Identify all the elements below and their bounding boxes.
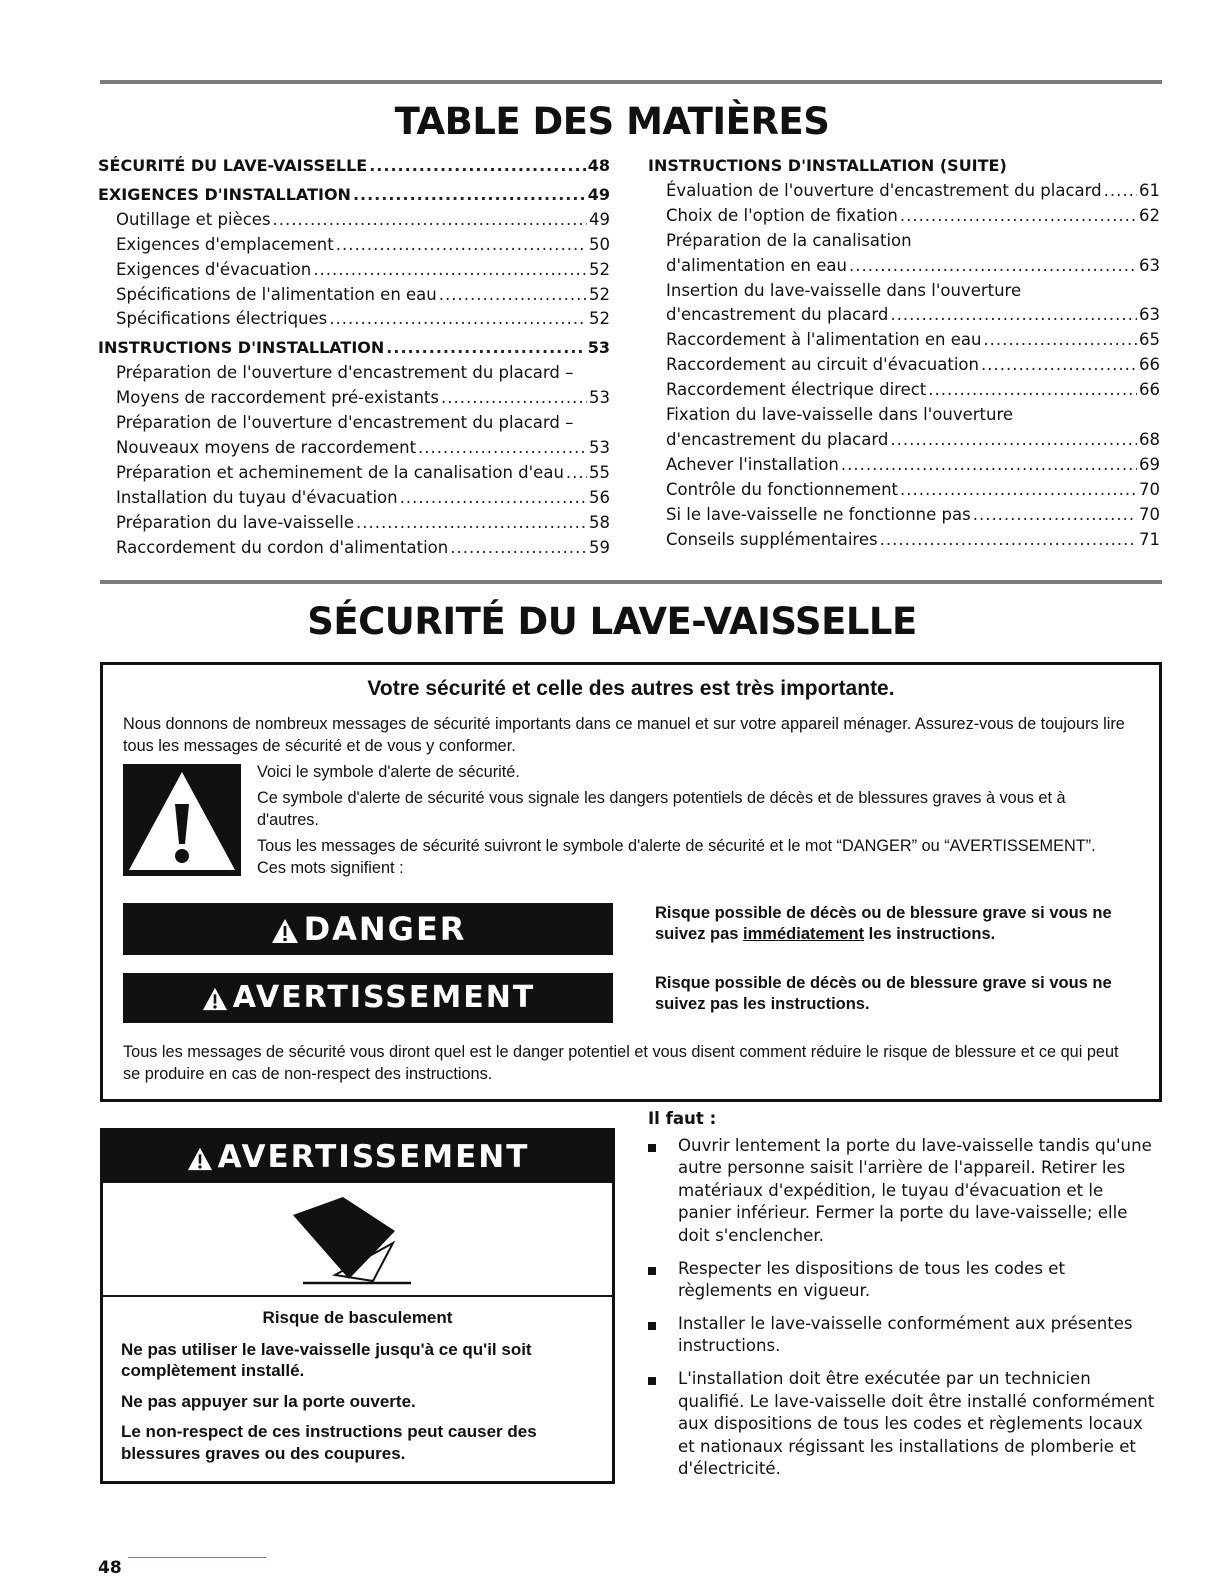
- warning-description: Risque possible de décès ou de blessure grave si vous ne suivez pas les instructions.: [655, 974, 1112, 1013]
- toc-entry-title: Exigences d'emplacement: [116, 234, 334, 254]
- toc-entry: [98, 307, 610, 332]
- toc-left-column: [98, 154, 610, 561]
- toc-entry: [98, 208, 610, 233]
- toc-entry-title: Spécifications électriques: [116, 309, 328, 329]
- toc-entry-title: Préparation de l'ouverture d'encastrement du placard –: [116, 413, 574, 433]
- toc-entry-page: 50: [589, 234, 610, 254]
- toc-leader: [880, 528, 1137, 553]
- tip-over-warning-box: [100, 1128, 615, 1484]
- toc-leader: [973, 503, 1137, 528]
- list-item: [648, 1258, 1160, 1303]
- toc-entry: [98, 233, 610, 258]
- toc-entry-title: Si le lave-vaisselle ne fonctionne pas: [666, 504, 971, 524]
- toc-entry: [98, 536, 610, 561]
- tip-line-3: Le non-respect de ces instructions peut causer des blessures graves ou des coupures.: [121, 1422, 537, 1463]
- toc-entry-title: Nouveaux moyens de raccordement: [116, 437, 417, 457]
- toc-entry-page: 69: [1139, 454, 1160, 474]
- toc-entry: [98, 386, 610, 411]
- toc-entry-page: 49: [589, 209, 610, 229]
- toc-entry-page: 56: [589, 487, 610, 507]
- toc-entry-title: Préparation de la canalisation: [666, 230, 912, 250]
- toc-entry: [98, 486, 610, 511]
- bullet-icon: [648, 1267, 656, 1275]
- safety-footer: Tous les messages de sécurité vous diront quel est le danger potentiel et vous disent comment réduire le risque de blessure et ce qui peut se produire en cas de non-respect des instructions.: [123, 1043, 1119, 1083]
- toc-leader: [441, 386, 587, 411]
- toc-entry: [98, 258, 610, 283]
- toc-leader: [356, 511, 587, 536]
- toc-entry-page: 53: [589, 388, 610, 408]
- toc-entry: [648, 328, 1160, 353]
- toc-entry-page: 52: [589, 284, 610, 304]
- toc-leader: [386, 336, 585, 361]
- toc-entry-page: 65: [1139, 330, 1160, 350]
- toc-entry-title: Préparation du lave-vaisselle: [116, 512, 354, 532]
- alert-line-1: Voici le symbole d'alerte de sécurité.: [257, 763, 520, 781]
- alert-line-3: Tous les messages de sécurité suivront le symbole d'alerte de sécurité et le mot “DANGER” ou “AVERTISSEMENT”. Ces mots signifient :: [257, 837, 1096, 877]
- toc-entry: [98, 461, 610, 486]
- tip-over-pictogram: [103, 1183, 612, 1297]
- must-section: [648, 1108, 1160, 1491]
- toc-entry-page: 55: [589, 462, 610, 482]
- must-list: [648, 1135, 1160, 1481]
- toc-entry-title: Moyens de raccordement pré-existants: [116, 388, 439, 408]
- toc-entry-title: Raccordement du cordon d'alimentation: [116, 537, 449, 557]
- toc-entry: [648, 428, 1160, 453]
- alert-explanation: [257, 761, 1127, 883]
- toc-leader: [313, 258, 587, 283]
- toc-entry: [648, 403, 1160, 428]
- toc-entry-title: Outillage et pièces: [116, 209, 271, 229]
- toc-entry-page: 62: [1139, 205, 1160, 225]
- toc-entry-page: 70: [1139, 504, 1160, 524]
- list-item-text: L'installation doit être exécutée par un technicien qualifié. Le lave-vaisselle doit être installé conformément aux dispositions de tous les codes et règlements locaux et nationaux régissant les installations de plomberie et d'électricité.: [678, 1368, 1155, 1479]
- toc-entry-title: Choix de l'option de fixation: [666, 205, 898, 225]
- toc-entry: [648, 453, 1160, 478]
- tipping-dishwasher-icon: [103, 1183, 612, 1295]
- list-item: [648, 1135, 1160, 1248]
- toc-entry-page: 48: [587, 156, 610, 175]
- toc-entry-page: 49: [587, 184, 610, 204]
- bullet-icon: [648, 1144, 656, 1152]
- toc-entry: [648, 204, 1160, 229]
- toc-entry: [648, 378, 1160, 403]
- toc-entry-page: 68: [1139, 429, 1160, 449]
- toc-entry: [648, 353, 1160, 378]
- toc-leader: [336, 233, 587, 258]
- toc-leader: [849, 254, 1137, 279]
- toc-entry: [648, 478, 1160, 503]
- warning-triangle-icon: [123, 764, 241, 876]
- toc-leader: [928, 378, 1137, 403]
- toc-entry: [98, 511, 610, 536]
- toc-entry: [98, 283, 610, 308]
- tip-box-header-label: AVERTISSEMENT: [217, 1139, 530, 1175]
- toc-entry-page: 63: [1139, 255, 1160, 275]
- tip-box-header: [103, 1131, 612, 1183]
- toc-title: TABLE DES MATIÈRES: [394, 100, 830, 143]
- list-item-text: Installer le lave-vaisselle conformément aux présentes instructions.: [678, 1313, 1133, 1356]
- toc-entry-title: Préparation de l'ouverture d'encastrement du placard –: [116, 363, 574, 383]
- toc-entry-page: 59: [589, 537, 610, 557]
- tip-alert-icon: [186, 1146, 214, 1172]
- toc-entry-title: Spécifications de l'alimentation en eau: [116, 284, 437, 304]
- alert-line-2: Ce symbole d'alerte de sécurité vous signale les dangers potentiels de décès et de blessures graves à vous et à d'autres.: [257, 789, 1066, 829]
- safety-box: [100, 662, 1162, 1102]
- toc-entry: [648, 528, 1160, 553]
- toc-entry: [648, 503, 1160, 528]
- toc-entry-page: 53: [587, 338, 610, 358]
- toc-leader: [900, 204, 1137, 229]
- toc-entry: [98, 436, 610, 461]
- toc-leader: [566, 461, 587, 486]
- toc-entry-title: Contrôle du fonctionnement: [666, 479, 899, 499]
- toc-entry-page: 66: [1139, 380, 1160, 400]
- toc-entry-title: Évaluation de l'ouverture d'encastrement du placard: [666, 180, 1102, 200]
- toc-leader: [890, 303, 1137, 328]
- toc-leader: [890, 428, 1137, 453]
- warning-banner: [123, 973, 613, 1023]
- toc-leader: [400, 486, 587, 511]
- toc-entry-title: Fixation du lave-vaisselle dans l'ouverture: [666, 405, 1014, 425]
- toc-entry-title: Installation du tuyau d'évacuation: [116, 487, 398, 507]
- middle-rule: [100, 580, 1162, 584]
- safety-box-heading: Votre sécurité et celle des autres est très importante.: [367, 677, 895, 700]
- danger-description: [655, 903, 1155, 945]
- toc-entry-title: Insertion du lave-vaisselle dans l'ouverture: [666, 280, 1022, 300]
- toc-entry-title: INSTRUCTIONS D'INSTALLATION: [98, 338, 385, 358]
- toc-leader: [1104, 179, 1137, 204]
- list-item-text: Ouvrir lentement la porte du lave-vaisselle tandis qu'une autre personne saisit l'arrière de l'appareil. Retirer les matériaux d'expédition, le tuyau d'évacuation et le panier inférieur. Fermer la porte du lave-vaisselle; elle doit s'enclencher.: [678, 1135, 1152, 1245]
- toc-entry-title: d'alimentation en eau: [666, 255, 847, 275]
- danger-alert-icon: [270, 917, 300, 945]
- toc-entry-title: Exigences d'évacuation: [116, 259, 312, 279]
- toc-leader: [353, 183, 586, 208]
- tip-line-1: Ne pas utiliser le lave-vaisselle jusqu'à ce qu'il soit complètement installé.: [121, 1339, 532, 1380]
- toc-leader: [273, 208, 587, 233]
- must-heading: Il faut :: [648, 1109, 717, 1128]
- toc-leader: [329, 307, 587, 332]
- toc-entry-title: Conseils supplémentaires: [666, 529, 878, 549]
- toc-entry: [648, 279, 1160, 304]
- toc-entry-page: 53: [589, 437, 610, 457]
- tip-box-body: [103, 1297, 612, 1464]
- danger-label: DANGER: [303, 910, 467, 948]
- toc-entry-page: 52: [589, 259, 610, 279]
- toc-entry-title: INSTRUCTIONS D'INSTALLATION (SUITE): [648, 156, 1007, 175]
- toc-leader: [369, 154, 586, 179]
- tip-box-caption: Risque de basculement: [262, 1308, 453, 1327]
- alert-symbol: [123, 764, 241, 876]
- toc-entry: [98, 336, 610, 361]
- toc-entry-page: 52: [589, 309, 610, 329]
- toc-right-column: [648, 154, 1160, 553]
- toc-entry: [648, 179, 1160, 204]
- toc-entry-title: Raccordement électrique direct: [666, 380, 927, 400]
- toc-entry-title: d'encastrement du placard: [666, 429, 889, 449]
- danger-desc-a: Risque possible de décès ou de blessure grave si vous ne suivez pas: [655, 904, 1112, 943]
- toc-leader: [983, 328, 1137, 353]
- footer-line: [128, 1557, 266, 1558]
- toc-entry-title: Raccordement au circuit d'évacuation: [666, 355, 979, 375]
- toc-entry-title: Préparation et acheminement de la canalisation d'eau: [116, 462, 564, 482]
- warning-alert-icon: [201, 986, 229, 1012]
- toc-entry: [648, 254, 1160, 279]
- toc-leader: [439, 283, 587, 308]
- danger-banner: [123, 903, 613, 955]
- safety-intro: Nous donnons de nombreux messages de sécurité importants dans ce manuel et sur votre appareil ménager. Assurez-vous de toujours lire tous les messages de sécurité et de vous y conformer.: [123, 715, 1125, 755]
- tip-line-2: Ne pas appuyer sur la porte ouverte.: [121, 1391, 416, 1411]
- toc-entry-page: 71: [1139, 529, 1160, 549]
- bullet-icon: [648, 1322, 656, 1330]
- toc-entry: [648, 303, 1160, 328]
- toc-leader: [450, 536, 587, 561]
- toc-entry: [648, 154, 1160, 179]
- toc-leader: [981, 353, 1137, 378]
- toc-entry-page: 63: [1139, 305, 1160, 325]
- page-number: 48: [98, 1558, 122, 1578]
- toc-entry: [98, 411, 610, 436]
- safety-title: SÉCURITÉ DU LAVE-VAISSELLE: [307, 600, 917, 643]
- toc-entry: [98, 361, 610, 386]
- warning-label: AVERTISSEMENT: [232, 980, 536, 1015]
- toc-entry-page: 58: [589, 512, 610, 532]
- top-rule: [100, 80, 1162, 84]
- danger-desc-b: les instructions.: [864, 925, 996, 943]
- toc-leader: [418, 436, 587, 461]
- toc-entry-title: Achever l'installation: [666, 454, 839, 474]
- toc-entry: [648, 229, 1160, 254]
- list-item-text: Respecter les dispositions de tous les codes et règlements en vigueur.: [678, 1258, 1065, 1301]
- toc-entry-title: EXIGENCES D'INSTALLATION: [98, 184, 351, 204]
- toc-entry-page: 70: [1139, 479, 1160, 499]
- toc-entry-title: d'encastrement du placard: [666, 305, 889, 325]
- bullet-icon: [648, 1377, 656, 1385]
- list-item: [648, 1368, 1160, 1481]
- danger-desc-underlined: immédiatement: [743, 925, 865, 943]
- toc-entry-title: SÉCURITÉ DU LAVE-VAISSELLE: [98, 156, 368, 175]
- toc-leader: [900, 478, 1137, 503]
- toc-entry: [98, 183, 610, 208]
- toc-entry: [98, 154, 610, 179]
- toc-entry-title: Raccordement à l'alimentation en eau: [666, 330, 982, 350]
- toc-entry-page: 61: [1139, 180, 1160, 200]
- list-item: [648, 1313, 1160, 1358]
- toc-leader: [841, 453, 1137, 478]
- toc-entry-page: 66: [1139, 355, 1160, 375]
